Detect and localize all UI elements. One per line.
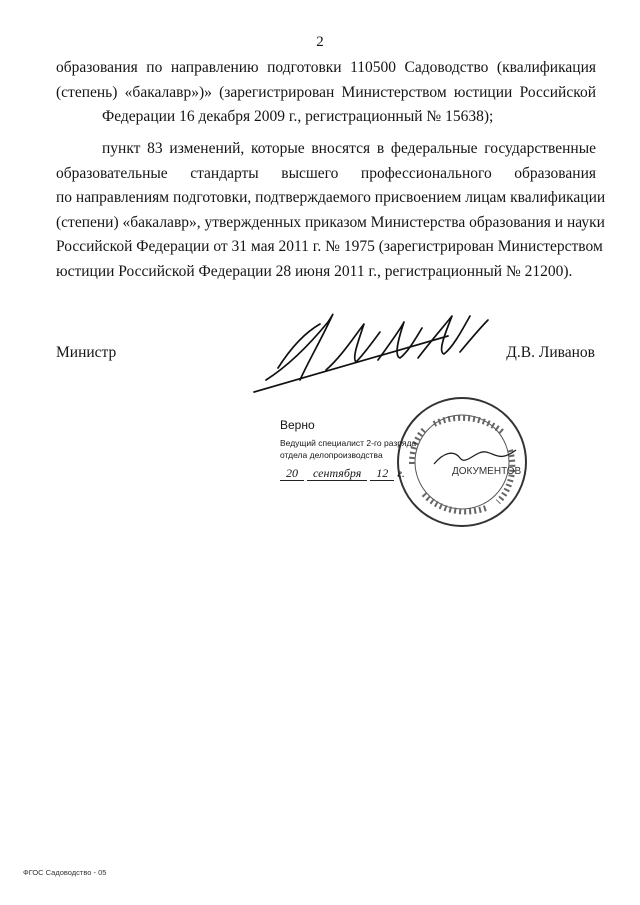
certification-title: Верно <box>280 418 315 432</box>
paragraph-2-line: по направлениям подготовки, подтверждаемого присвоением лицам квалификации <box>56 189 606 207</box>
paragraph-1-line: образования по направлению подготовки 110500 Садоводство (квалификация <box>56 59 596 76</box>
certification-date-suffix: г. <box>397 466 405 480</box>
seal-center-text: ДОКУМЕНТОВ <box>452 466 522 477</box>
certification-date-day: 20 <box>280 466 304 481</box>
document-footer: ФГОС Садоводство - 05 <box>23 868 107 877</box>
signoff-title: Министр <box>56 344 117 361</box>
paragraph-1-line: Федерации 16 декабря 2009 г., регистрационный № 15638); <box>102 108 494 126</box>
certification-date-year: 12 <box>370 466 394 481</box>
paragraph-1 <box>56 56 596 130</box>
paragraph-2-line: пункт 83 изменений, которые вносятся в федеральные государственные <box>102 140 596 157</box>
signoff-name: Д.В. Ливанов <box>506 344 595 361</box>
certification-date <box>280 466 405 481</box>
paragraph-1-line: (степень) «бакалавр»)» (зарегистрирован Министерством юстиции Российской <box>56 83 596 101</box>
handwritten-signature <box>248 296 498 406</box>
certification-date-month: сентября <box>307 466 367 481</box>
certification-role: Ведущий специалист 2-го разряда <box>280 438 417 448</box>
initials-signature <box>430 442 520 472</box>
paragraph-2-line: (степени) «бакалавр», утвержденных приказом Министерства образования и науки <box>56 213 605 231</box>
page-number: 2 <box>316 34 324 50</box>
paragraph-2-line: юстиции Российской Федерации 28 июня 2011 г., регистрационный № 21200). <box>56 262 573 280</box>
paragraph-2-line: образовательные стандарты высшего профессионального образования <box>56 164 596 182</box>
certification-department: отдела делопроизводства <box>280 450 383 460</box>
paragraph-2 <box>56 137 606 285</box>
paragraph-2-line: Российской Федерации от 31 мая 2011 г. № 1975 (зарегистрирован Министерством <box>56 238 603 256</box>
